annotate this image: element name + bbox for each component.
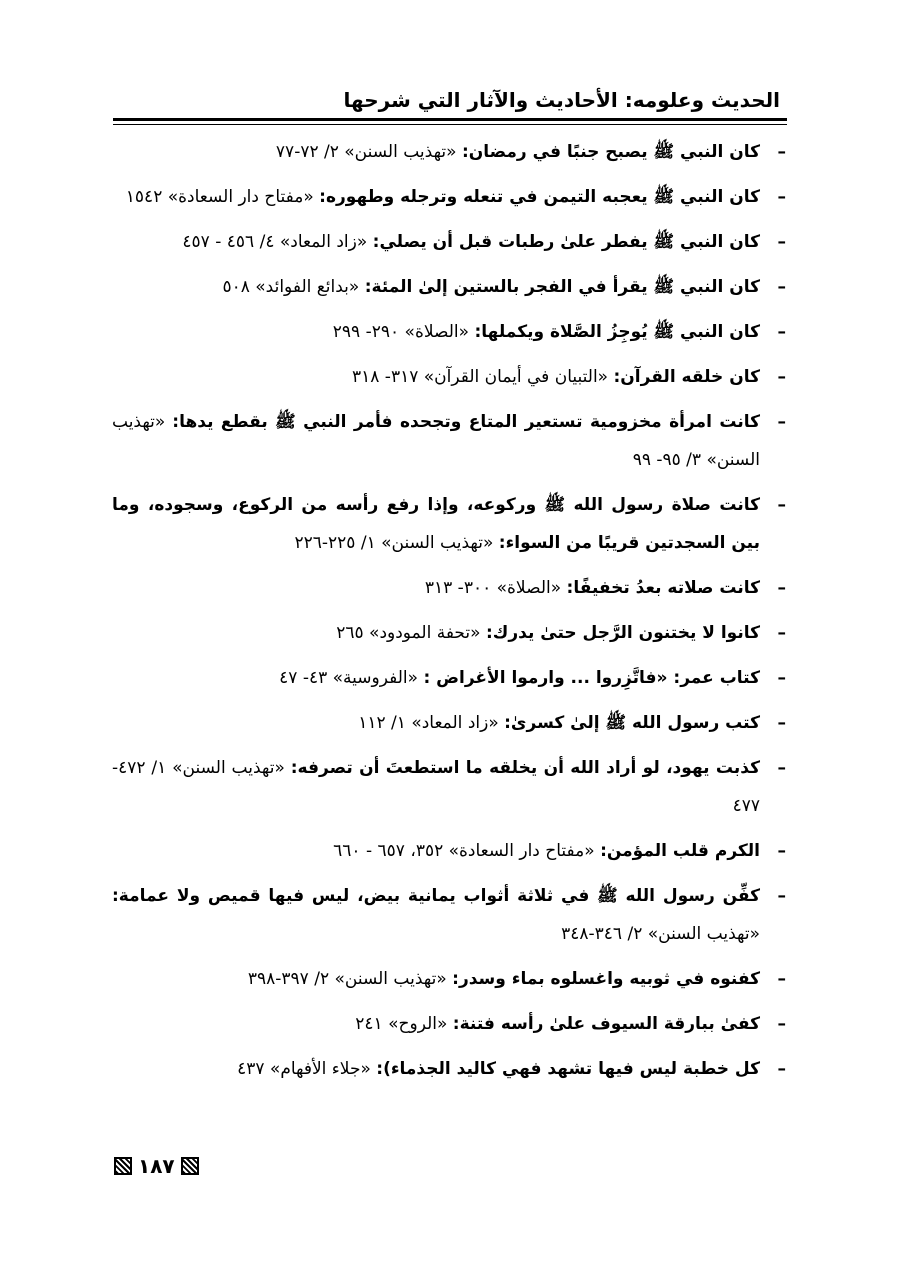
source-reference: «تهذيب السنن» ٣/ ٩٥- ٩٩	[112, 412, 760, 470]
source-reference: «زاد المعاد» ٤/ ٤٥٦ - ٤٥٧	[182, 232, 368, 252]
hadith-text: كان النبي ﷺ يعجبه التيمن في تنعله وترجله وطهوره:	[319, 187, 760, 207]
hadith-text: كان خلقه القرآن:	[613, 367, 760, 387]
source-reference: «الفروسية» ٤٣- ٤٧	[279, 668, 419, 688]
list-item: – كانوا لا يختنون الرَّجل حتىٰ يدرك: «تحفة المودود» ٢٦٥	[336, 623, 786, 643]
source-reference: «بدائع الفوائد» ٥٠٨	[222, 277, 360, 297]
hadith-text: كان النبي ﷺ يُوجِزُ الصَّلاة ويكملها:	[474, 322, 760, 342]
page-number: ١٨٧	[138, 1154, 175, 1178]
list-item: – كان النبي ﷺ يقرأ في الفجر بالستين إلىٰ المئة: «بدائع الفوائد» ٥٠٨	[222, 277, 786, 297]
source-reference: «تحفة المودود» ٢٦٥	[336, 623, 481, 643]
list-item: – كفنوه في ثوبيه واغسلوه بماء وسدر: «تهذيب السنن» ٢/ ٣٩٧-٣٩٨	[247, 969, 786, 989]
list-item: – كتاب عمر: «فاتَّزِروا ... وارموا الأغراض : «الفروسية» ٤٣- ٤٧	[279, 668, 786, 688]
list-item: – كان النبي ﷺ يعجبه التيمن في تنعله وترجله وطهوره: «مفتاح دار السعادة» ١٥٤٢	[125, 187, 786, 207]
source-reference: «جلاء الأفهام» ٤٣٧	[237, 1059, 371, 1079]
source-reference: «الصلاة» ٢٩٠- ٢٩٩	[332, 322, 470, 342]
page-footer	[114, 1152, 199, 1180]
source-reference: «تهذيب السنن» ١/ ٤٧٢- ٤٧٧	[112, 758, 760, 816]
hadith-text: الكرم قلب المؤمن:	[600, 841, 760, 861]
source-reference: «تهذيب السنن» ٢/ ٣٤٦-٣٤٨	[561, 924, 760, 944]
source-reference: «التبيان في أيمان القرآن» ٣١٧- ٣١٨	[352, 367, 609, 387]
list-item: – كل خطبة ليس فيها تشهد فهي كاليد الجذماء): «جلاء الأفهام» ٤٣٧	[237, 1059, 786, 1079]
hadith-text: كان النبي ﷺ يصبح جنبًا في رمضان:	[461, 142, 760, 162]
hadith-text: كان النبي ﷺ يفطر علىٰ رطبات قبل أن يصلي:	[372, 232, 760, 252]
list-item: – كان النبي ﷺ يفطر علىٰ رطبات قبل أن يصلي: «زاد المعاد» ٤/ ٤٥٦ - ٤٥٧	[182, 232, 786, 252]
list-item: – كان النبي ﷺ يصبح جنبًا في رمضان: «تهذيب السنن» ٢/ ٧٢-٧٧	[275, 142, 786, 162]
ornament-icon	[181, 1157, 199, 1175]
hadith-text: كتاب عمر: «فاتَّزِروا ... وارموا الأغراض :	[423, 668, 760, 688]
list-item: – كان خلقه القرآن: «التبيان في أيمان القرآن» ٣١٧- ٣١٨	[352, 367, 786, 387]
list-item: – كان النبي ﷺ يُوجِزُ الصَّلاة ويكملها: «الصلاة» ٢٩٠- ٢٩٩	[332, 322, 786, 342]
source-reference: «تهذيب السنن» ٢/ ٧٢-٧٧	[275, 142, 457, 162]
hadith-text: كانت صلاة رسول الله ﷺ وركوعه، وإذا رفع رأسه من الركوع، وسجوده، وما بين السجدتين قريبًا من السواء:	[112, 495, 760, 553]
hadith-text: كانت امرأة مخزومية تستعير المتاع وتجحده فأمر النبي ﷺ بقطع يدها:	[172, 412, 760, 432]
list-item: – كفىٰ ببارقة السيوف علىٰ رأسه فتنة: «الروح» ٢٤١	[355, 1014, 786, 1034]
hadith-text: كفِّن رسول الله ﷺ في ثلاثة أثواب يمانية بيض، ليس فيها قميص ولا عمامة:	[112, 886, 760, 906]
header-rule	[113, 118, 787, 121]
header-rule-thin	[113, 124, 787, 125]
list-item: – كفِّن رسول الله ﷺ في ثلاثة أثواب يمانية بيض، ليس فيها قميص ولا عمامة: «تهذيب السنن» ٢/ ٣٤٦-٣٤٨	[112, 886, 786, 944]
list-item: – كانت صلاته بعدُ تخفيفًا: «الصلاة» ٣٠٠- ٣١٣	[424, 578, 786, 598]
list-item: – كانت صلاة رسول الله ﷺ وركوعه، وإذا رفع رأسه من الركوع، وسجوده، وما بين السجدتين قريبًا من السواء: «تهذيب السنن» ١/ ٢٢٥-٢٢٦	[112, 495, 786, 553]
hadith-text: كذبت يهود، لو أراد الله أن يخلقه ما استطعتَ أن تصرفه:	[290, 758, 761, 778]
hadith-text: كان النبي ﷺ يقرأ في الفجر بالستين إلىٰ المئة:	[364, 277, 760, 297]
hadith-text: كفنوه في ثوبيه واغسلوه بماء وسدر:	[452, 969, 760, 989]
hadith-text: كانت صلاته بعدُ تخفيفًا:	[566, 578, 760, 598]
source-reference: «تهذيب السنن» ١/ ٢٢٥-٢٢٦	[294, 533, 494, 553]
source-reference: «مفتاح دار السعادة» ٣٥٢، ٦٥٧ - ٦٦٠	[333, 841, 595, 861]
running-header: الحديث وعلومه: الأحاديث والآثار التي شرحها	[343, 88, 780, 112]
hadith-text: كفىٰ ببارقة السيوف علىٰ رأسه فتنة:	[452, 1014, 760, 1034]
list-item: – كذبت يهود، لو أراد الله أن يخلقه ما استطعتَ أن تصرفه: «تهذيب السنن» ١/ ٤٧٢- ٤٧٧	[112, 758, 786, 816]
hadith-index-list	[112, 133, 788, 1095]
list-item: – الكرم قلب المؤمن: «مفتاح دار السعادة» ٣٥٢، ٦٥٧ - ٦٦٠	[333, 841, 786, 861]
hadith-text: كانوا لا يختنون الرَّجل حتىٰ يدرك:	[485, 623, 760, 643]
hadith-text: كل خطبة ليس فيها تشهد فهي كاليد الجذماء):	[376, 1059, 760, 1079]
source-reference: «تهذيب السنن» ٢/ ٣٩٧-٣٩٨	[247, 969, 447, 989]
source-reference: «مفتاح دار السعادة» ١٥٤٢	[125, 187, 314, 207]
ornament-icon	[114, 1157, 132, 1175]
list-item: – كانت امرأة مخزومية تستعير المتاع وتجحده فأمر النبي ﷺ بقطع يدها: «تهذيب السنن» ٣/ ٩٥- ٩٩	[112, 412, 786, 470]
source-reference: «زاد المعاد» ١/ ١١٢	[358, 713, 499, 733]
source-reference: «الصلاة» ٣٠٠- ٣١٣	[424, 578, 562, 598]
hadith-text: كتب رسول الله ﷺ إلىٰ كسرىٰ:	[504, 713, 760, 733]
source-reference: «الروح» ٢٤١	[355, 1014, 448, 1034]
list-item: – كتب رسول الله ﷺ إلىٰ كسرىٰ: «زاد المعاد» ١/ ١١٢	[358, 713, 786, 733]
